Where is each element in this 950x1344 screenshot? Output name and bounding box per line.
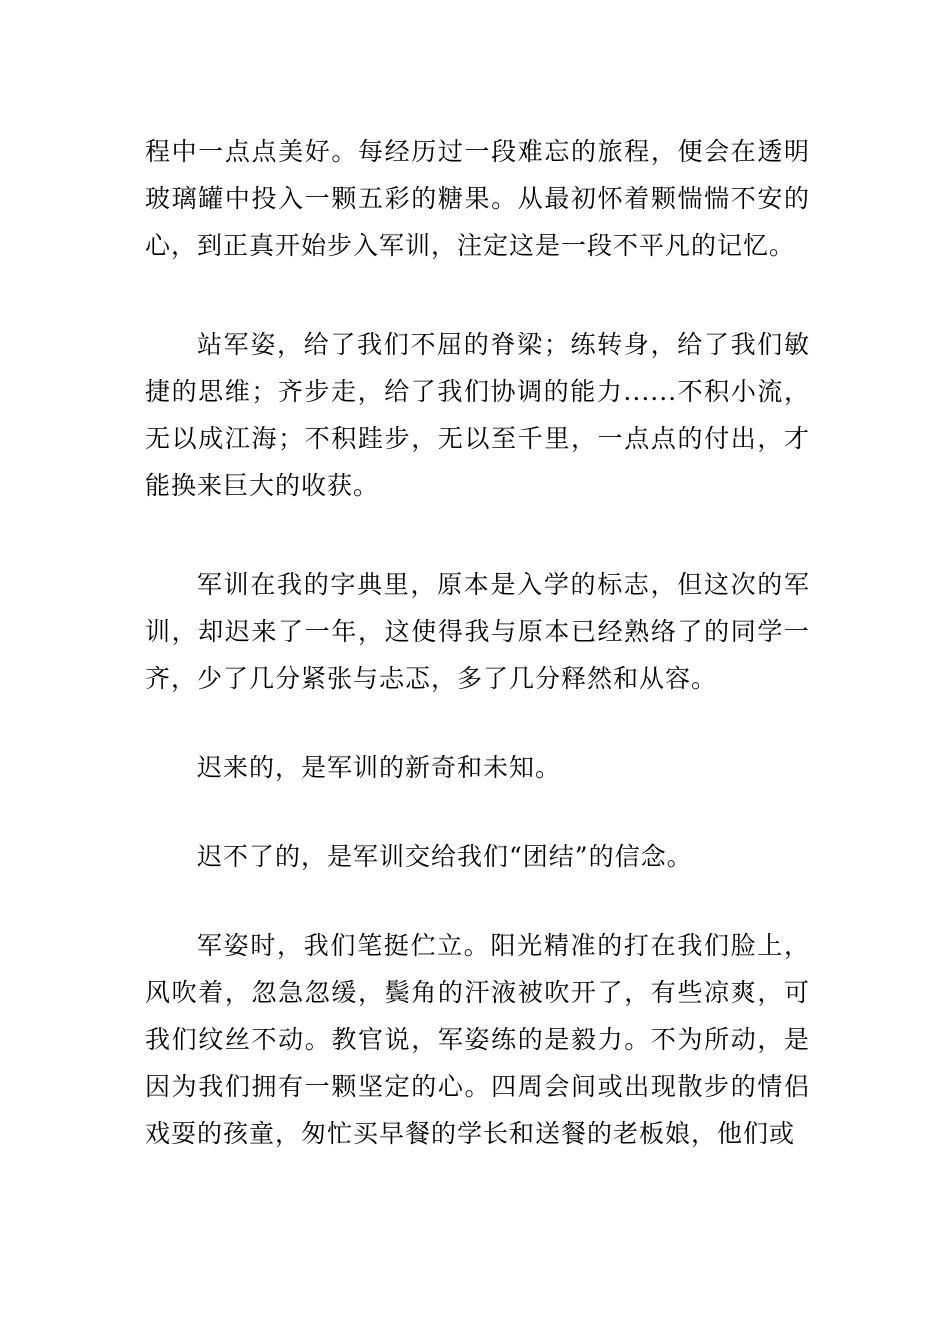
paragraph-spacer [145, 791, 810, 833]
paragraph-military-stance: 站军姿，给了我们不屈的脊梁；练转身，给了我们敏捷的思维；齐步走，给了我们协调的能力......不积小流，无以成江海；不积跬步，无以至千里，一点点的付出，才能换来巨大的收获。 [145, 330, 810, 500]
paragraph-standing-still: 军姿时，我们笔挺伫立。阳光精准的打在我们脸上，风吹着，忽急忽缓，鬓角的汗液被吹开了，有些凉爽，可我们纹丝不动。教官说，军姿练的是毅力。不为所动，是因为我们拥有一颗坚定的心。四周会间或出现散步的情侣戏耍的孩童，匆忙买早餐的学长和送餐的老板娘，他们或 [145, 931, 810, 1148]
document-body [145, 128, 810, 1157]
paragraph-spacer [145, 509, 810, 561]
paragraph-spacer [145, 880, 810, 922]
paragraph-late-training: 军训在我的字典里，原本是入学的标志，但这次的军训，却迟来了一年，这使得我与原本已经熟络了的同学一齐，少了几分紧张与忐忑，多了几分释然和从容。 [145, 570, 810, 693]
paragraph-spacer [145, 269, 810, 321]
paragraph-unity: 迟不了的，是军训交给我们“团结”的信念。 [197, 842, 693, 871]
paragraph-continuation: 程中一点点美好。每经历过一段难忘的旅程，便会在透明玻璃罐中投入一颗五彩的糖果。从最初怀着颗惴惴不安的心，到正真开始步入军训，注定这是一段不平凡的记忆。 [145, 137, 810, 260]
paragraph-novelty: 迟来的，是军训的新奇和未知。 [197, 753, 562, 782]
paragraph-spacer [145, 702, 810, 744]
